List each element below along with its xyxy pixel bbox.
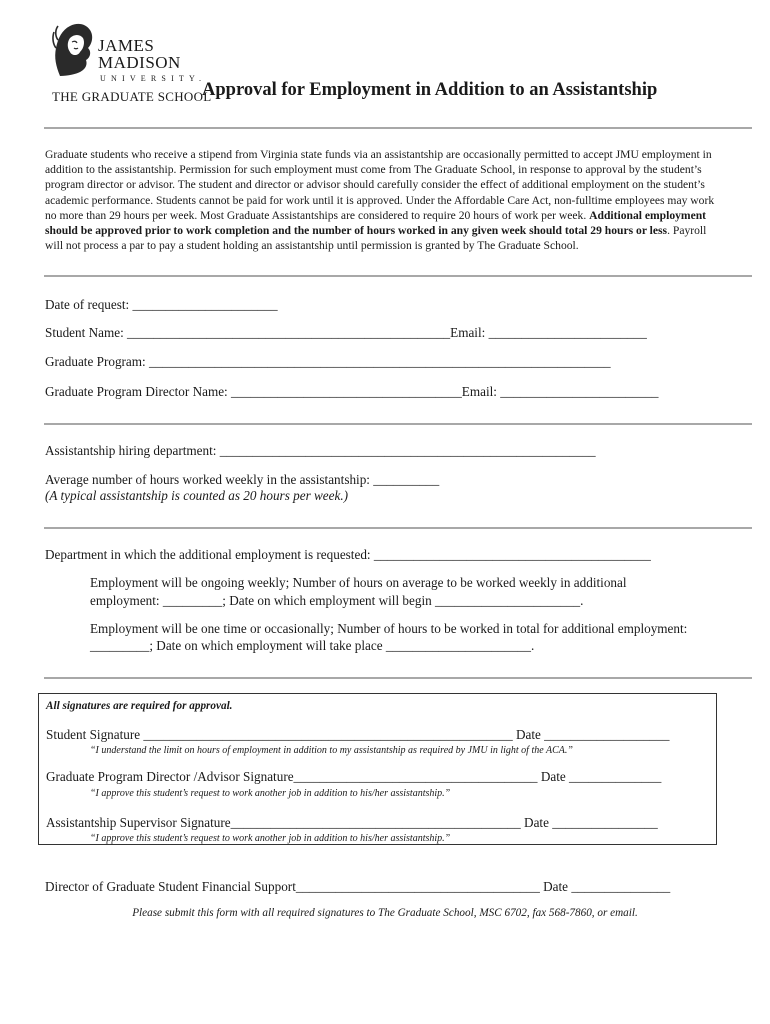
divider [44, 527, 752, 529]
ongoing-employment-text: Employment will be ongoing weekly; Number of hours on average to be worked weekly in additional [90, 575, 627, 590]
onetime-employment-text: Employment will be one time or occasionally; Number of hours to be worked in total for additional employment: [90, 621, 688, 636]
intro-paragraph [45, 147, 725, 253]
supervisor-signature-field[interactable]: Assistantship Supervisor Signature____________________________________________ Date ________________ [46, 815, 658, 830]
program-director-field[interactable]: Graduate Program Director Name: ___________________________________Email: ________________________ [45, 384, 659, 399]
director-signature-note: “I approve this student’s request to work another job in addition to his/her assistantship.” [90, 788, 451, 799]
logo-graduate-school: THE GRADUATE SCHOOL [52, 89, 212, 104]
signatures-heading: All signatures are required for approval. [46, 700, 233, 712]
submission-instructions: Please submit this form with all required signatures to The Graduate School, MSC 6702, fax 568-7860, or email. [132, 907, 638, 919]
divider [44, 275, 752, 277]
ongoing-employment-field[interactable]: employment: _________; Date on which employment will begin ______________________. [90, 593, 584, 608]
divider [44, 423, 752, 425]
intro-text-end: . Payroll will not process a par to pay a student holding an assistantship until permission is granted by The Graduate School. [45, 224, 707, 253]
madison-portrait-icon [50, 18, 96, 78]
director-signature-field[interactable]: Graduate Program Director /Advisor Signature_____________________________________ Date ______________ [46, 769, 662, 784]
student-name-field[interactable]: Student Name: _________________________________________________Email: ________________________ [45, 325, 647, 340]
signature-box [38, 693, 717, 845]
student-signature-note: “I understand the limit on hours of employment in addition to my assistantship as required by JMU in light of the ACA.” [90, 745, 573, 756]
hiring-department-field[interactable]: Assistantship hiring department: _________________________________________________________ [45, 443, 596, 458]
student-signature-field[interactable]: Student Signature ________________________________________________________ Date ___________________ [46, 727, 670, 742]
average-hours-note: (A typical assistantship is counted as 20 hours per week.) [45, 488, 349, 503]
form-title: Approval for Employment in Addition to an Assistantship [202, 80, 658, 100]
jmu-logo [50, 18, 212, 110]
intro-bold-text: Additional employment should be approved prior to work completion and the number of hours worked in any given week should total 29 hours or less [45, 208, 707, 238]
intro-text: Graduate students who receive a stipend from Virginia state funds via an assistantship are occasionally permitted to accept JMU employment in addition to the assistantship. Permission for such employment must come from The Graduate School, in response to approval by the student’s program director or advisor. The student and director or advisor should carefully consider the effect of additional employment on the student’s academic performance. Students cannot be paid for work until it is approved. Under the Affordable Care Act, non-fulltime employees may work no more than 29 hours per week. Most Graduate Assistantships are considered to require 20 hours of work per week. [45, 148, 715, 222]
logo-word-university: UNIVERSITY. [100, 74, 207, 83]
supervisor-signature-note: “I approve this student’s request to work another job in addition to his/her assistantship.” [90, 833, 451, 844]
financial-support-signature-field[interactable]: Director of Graduate Student Financial Support_____________________________________ Date _______________ [45, 879, 671, 894]
onetime-employment-field[interactable]: _________; Date on which employment will take place ______________________. [90, 638, 535, 653]
divider [44, 677, 752, 679]
logo-word-madison: MADISON [98, 53, 181, 72]
divider [44, 127, 752, 129]
average-hours-field[interactable]: Average number of hours worked weekly in the assistantship: __________ [45, 472, 440, 487]
logo-word-james: JAMES [98, 36, 155, 55]
additional-department-field[interactable]: Department in which the additional employment is requested: __________________________________________ [45, 547, 651, 562]
graduate-program-field[interactable]: Graduate Program: ______________________________________________________________________ [45, 354, 611, 369]
date-of-request-field[interactable]: Date of request: ______________________ [45, 297, 278, 312]
